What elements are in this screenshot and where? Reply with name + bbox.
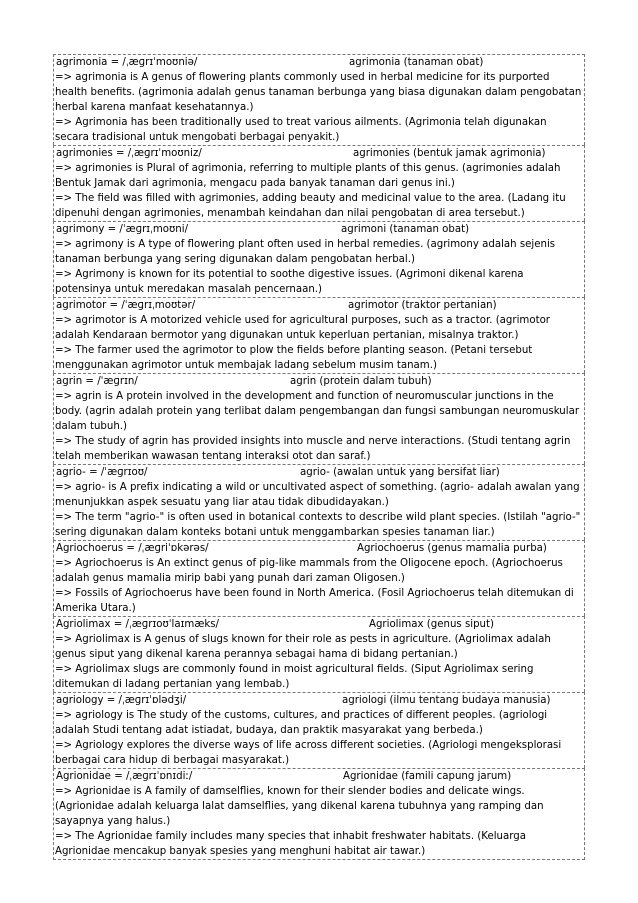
entry-header <box>55 465 583 480</box>
entry-translation: agriologi (ilmu tentang budaya manusia) <box>342 695 551 706</box>
entry-example: => The Agrionidae family includes many species that inhabit freshwater habitats. (Keluarga Agrionidae mencakup banyak spesies yang menghuni habitat air tawar.) <box>55 831 526 857</box>
entry-definition: => agrio- is A prefix indicating a wild or uncultivated aspect of something. (agrio- adalah awalan yang menunjukkan aspek sesuatu yang liar atau tidak dibudidayakan.) <box>55 482 580 508</box>
entry-example: => Fossils of Agriochoerus have been found in North America. (Fosil Agriochoerus telah ditemukan di Amerika Utara.) <box>55 588 574 614</box>
dictionary-entry-agrionidae <box>53 768 585 860</box>
entry-translation: Agrionidae (famili capung jarum) <box>343 771 512 782</box>
entry-header <box>55 55 583 70</box>
entry-headword: agrimonies = /ˌæɡrɪˈmoʊniz/ <box>56 148 202 159</box>
entry-translation: agrio- (awalan untuk yang bersifat liar) <box>300 467 500 478</box>
entry-definition: => agrimonia is A genus of flowering plants commonly used in herbal medicine for its purported health benefits. (agrimonia adalah genus tanaman berbunga yang biasa digunakan dalam pengobatan herbal karena manfaat kesehatannya.) <box>55 72 582 113</box>
entry-headword: agrimonia = /ˌæɡrɪˈmoʊniə/ <box>56 57 198 68</box>
entry-example: => Agrimony is known for its potential to soothe digestive issues. (Agrimoni dikenal karena potensinya untuk meredakan masalah pencernaan.) <box>55 269 524 295</box>
entry-header <box>55 693 583 708</box>
dictionary-entry-agrimotor <box>53 297 585 373</box>
entry-headword: agrimotor = /ˈæɡrɪˌmoʊtər/ <box>56 300 196 311</box>
entry-headword: agrio- = /ˈæɡrɪoʊ/ <box>56 467 148 478</box>
entry-headword: Agriolimax = /ˌæɡrɪoʊˈlaɪmæks/ <box>56 619 219 630</box>
entry-headword: Agrionidae = /ˌæɡrɪˈɒnɪdiː/ <box>56 771 193 782</box>
entry-header <box>55 769 583 784</box>
entry-header <box>55 374 583 389</box>
dictionary-entry-agrimonia <box>53 54 585 145</box>
entry-translation: Agriochoerus (genus mamalia purba) <box>357 543 547 554</box>
entry-header <box>55 298 583 313</box>
entry-headword: agrimony = /ˈæɡrɪˌmoʊni/ <box>56 224 189 235</box>
entry-example: => Agrimonia has been traditionally used to treat various ailments. (Agrimonia telah digunakan secara tradisional untuk mengobati berbagai penyakit.) <box>55 117 547 143</box>
entry-definition: => agrimotor is A motorized vehicle used for agricultural purposes, such as a tractor. (agrimotor adalah Kendaraan bermotor yang digunakan untuk keperluan pertanian, misalnya traktor.) <box>55 315 550 341</box>
entry-example: => The farmer used the agrimotor to plow the fields before planting season. (Petani tersebut menggunakan agrimotor untuk membajak ladang sebelum musim tanam.) <box>55 345 533 371</box>
entry-definition: => agrimonies is Plural of agrimonia, referring to multiple plants of this genus. (agrimonies adalah Bentuk Jamak dari agrimonia, mengacu pada banyak tanaman dari genus ini.) <box>55 163 561 189</box>
entry-header <box>55 146 583 161</box>
dictionary-entry-agrio <box>53 464 585 540</box>
entry-definition: => Agriochoerus is An extinct genus of pig-like mammals from the Oligocene epoch. (Agriochoerus adalah genus mamalia mirip babi yang punah dari zaman Oligosen.) <box>55 558 563 584</box>
entry-header <box>55 541 583 556</box>
entry-header <box>55 222 583 237</box>
entry-headword: agriology = /ˌæɡrɪˈɒlədʒi/ <box>56 695 187 706</box>
entry-definition: => Agriolimax is A genus of slugs known for their role as pests in agriculture. (Agriolimax adalah genus siput yang dikenal karena perannya sebagai hama di bidang pertanian.) <box>55 634 551 660</box>
entry-definition: => agrin is A protein involved in the development and function of neuromuscular junctions in the body. (agrin adalah protein yang terlibat dalam pengembangan dan fungsi sambungan neuromuskular dalam tubuh.) <box>55 391 580 432</box>
entry-definition: => agrimony is A type of flowering plant often used in herbal remedies. (agrimony adalah sejenis tanaman berbunga yang sering digunakan dalam pengobatan herbal.) <box>55 239 556 265</box>
dictionary-entry-agrimonies <box>53 145 585 221</box>
entry-example: => Agriolimax slugs are commonly found in moist agricultural fields. (Siput Agriolimax sering ditemukan di ladang pertanian yang lembab.) <box>55 664 534 690</box>
entry-definition: => agriology is The study of the customs, cultures, and practices of different peoples. (agriologi adalah Studi tentang adat istiadat, budaya, dan praktik masyarakat yang berbeda.) <box>55 710 548 736</box>
entry-translation: Agriolimax (genus siput) <box>369 619 494 630</box>
entry-example: => The field was filled with agrimonies, adding beauty and medicinal value to the area. (Ladang itu dipenuhi dengan agrimonies, menambah keindahan dan nilai pengobatan di area tersebut.) <box>55 193 566 219</box>
entry-translation: agrin (protein dalam tubuh) <box>290 376 432 387</box>
entry-headword: Agriochoerus = /ˌæɡriˈɒkərəs/ <box>56 543 209 554</box>
entry-translation: agrimoni (tanaman obat) <box>341 224 470 235</box>
dictionary-entry-agriology <box>53 692 585 768</box>
entry-header <box>55 617 583 632</box>
dictionary-entries <box>53 54 585 860</box>
entry-translation: agrimonia (tanaman obat) <box>349 57 484 68</box>
entry-example: => The term "agrio-" is often used in botanical contexts to describe wild plant species. (Istilah "agrio-" sering digunakan dalam konteks botani untuk menggambarkan spesies tanaman liar.) <box>55 512 581 538</box>
dictionary-entry-agrimony <box>53 221 585 297</box>
entry-translation: agrimotor (traktor pertanian) <box>348 300 497 311</box>
dictionary-entry-agrin <box>53 373 585 464</box>
entry-example: => The study of agrin has provided insights into muscle and nerve interactions. (Studi tentang agrin telah memberikan wawasan tentang interaksi otot dan saraf.) <box>55 436 571 462</box>
entry-example: => Agriology explores the diverse ways of life across different societies. (Agriologi mengeksplorasi berbagai cara hidup di berbagai masyarakat.) <box>55 740 562 766</box>
dictionary-entry-agriochoerus <box>53 540 585 616</box>
entry-definition: => Agrionidae is A family of damselflies, known for their slender bodies and delicate wings. (Agrionidae adalah keluarga lalat damselflies, yang dikenal karena tubuhnya yang ramping dan sayapnya yang halus.) <box>55 786 544 827</box>
dictionary-entry-agriolimax <box>53 616 585 692</box>
entry-headword: agrin = /ˈæɡrɪn/ <box>56 376 138 387</box>
entry-translation: agrimonies (bentuk jamak agrimonia) <box>353 148 546 159</box>
